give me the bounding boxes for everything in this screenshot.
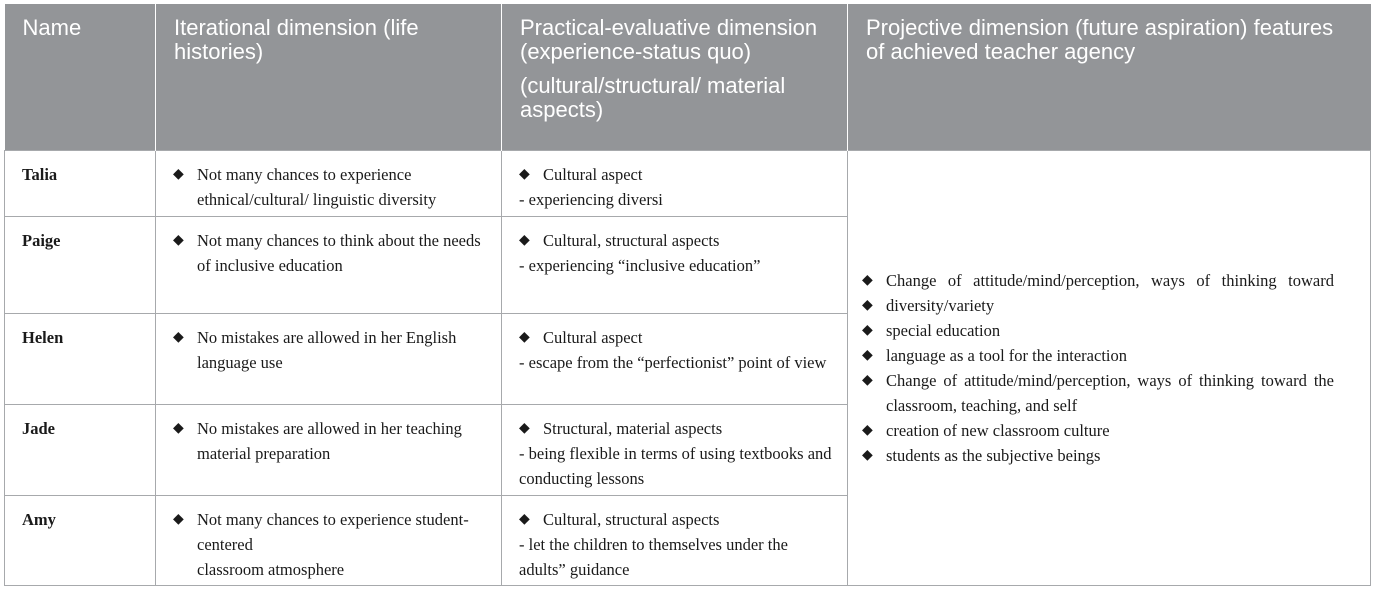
black-diamond-icon: ◆	[519, 511, 530, 527]
table-row	[5, 150, 1371, 216]
aspect-text: Cultural aspect	[543, 327, 643, 347]
header-row	[5, 4, 1371, 150]
iterational-text: No mistakes are allowed in her English language use	[197, 327, 457, 372]
practical-cell	[502, 216, 848, 313]
black-diamond-icon: ◆	[519, 329, 530, 345]
participant-name: Jade	[5, 404, 156, 495]
black-diamond-icon: ◆	[862, 447, 873, 463]
iterational-cell	[156, 495, 502, 585]
iterational-text: No mistakes are allowed in her teaching material preparation	[197, 418, 462, 463]
aspect-detail: - escape from the “perfectionist” point of view	[519, 352, 827, 372]
projective-item: students as the subjective beings	[886, 445, 1101, 465]
iterational-text: Not many chances to experience ethnical/cultural/ linguistic diversity	[197, 164, 437, 209]
black-diamond-icon: ◆	[519, 420, 530, 436]
black-diamond-icon: ◆	[173, 329, 184, 345]
participant-name: Helen	[5, 313, 156, 404]
projective-item: diversity/variety	[886, 295, 995, 315]
projective-item: special education	[886, 320, 1001, 340]
iterational-text: Not many chances to think about the needs of inclusive education	[197, 230, 481, 275]
black-diamond-icon: ◆	[862, 297, 873, 313]
header-practical-line: Practical-evaluative dimension (experience-status quo)	[520, 15, 818, 64]
projective-item: creation of new classroom culture	[886, 420, 1110, 440]
header-iterational: Iterational dimension (life histories)	[156, 4, 502, 150]
black-diamond-icon: ◆	[862, 272, 873, 288]
projective-cell	[848, 150, 1371, 585]
aspect-detail: - experiencing “inclusive education”	[519, 255, 761, 275]
iterational-text	[197, 507, 489, 582]
practical-cell	[502, 495, 848, 585]
participant-name: Amy	[5, 495, 156, 585]
aspect-detail: - experiencing diversi	[519, 189, 663, 209]
black-diamond-icon: ◆	[173, 420, 184, 436]
practical-cell	[502, 404, 848, 495]
header-practical-line: (cultural/structural/ material aspects)	[520, 73, 786, 122]
aspect-text: Cultural aspect	[543, 164, 643, 184]
iterational-line: classroom atmosphere	[197, 559, 345, 579]
black-diamond-icon: ◆	[173, 232, 184, 248]
black-diamond-icon: ◆	[519, 232, 530, 248]
black-diamond-icon: ◆	[862, 347, 873, 363]
black-diamond-icon: ◆	[173, 166, 184, 182]
iterational-line: Not many chances to experience student-centered	[197, 509, 469, 554]
iterational-cell	[156, 313, 502, 404]
black-diamond-icon: ◆	[173, 511, 184, 527]
projective-item: language as a tool for the interaction	[886, 345, 1127, 365]
iterational-cell	[156, 150, 502, 216]
aspect-detail: - being flexible in terms of using textbooks and conducting lessons	[519, 443, 832, 488]
aspect-text: Structural, material aspects	[543, 418, 723, 438]
aspect-detail: - let the children to themselves under the adults” guidance	[519, 534, 788, 579]
header-name: Name	[5, 4, 156, 150]
black-diamond-icon: ◆	[862, 372, 873, 388]
practical-cell	[502, 313, 848, 404]
header-practical	[502, 4, 848, 150]
aspect-text: Cultural, structural aspects	[543, 230, 720, 250]
iterational-cell	[156, 216, 502, 313]
black-diamond-icon: ◆	[519, 166, 530, 182]
black-diamond-icon: ◆	[862, 322, 873, 338]
participant-name: Talia	[5, 150, 156, 216]
header-projective: Projective dimension (future aspiration) features of achieved teacher agency	[848, 4, 1371, 150]
iterational-cell	[156, 404, 502, 495]
projective-item: Change of attitude/mind/perception, ways of thinking toward the classroom, teaching, and self	[886, 370, 1334, 415]
aspect-text: Cultural, structural aspects	[543, 509, 720, 529]
projective-item: Change of attitude/mind/perception, ways of thinking toward	[886, 270, 1334, 290]
agency-table	[4, 4, 1371, 586]
practical-cell	[502, 150, 848, 216]
participant-name: Paige	[5, 216, 156, 313]
black-diamond-icon: ◆	[862, 422, 873, 438]
